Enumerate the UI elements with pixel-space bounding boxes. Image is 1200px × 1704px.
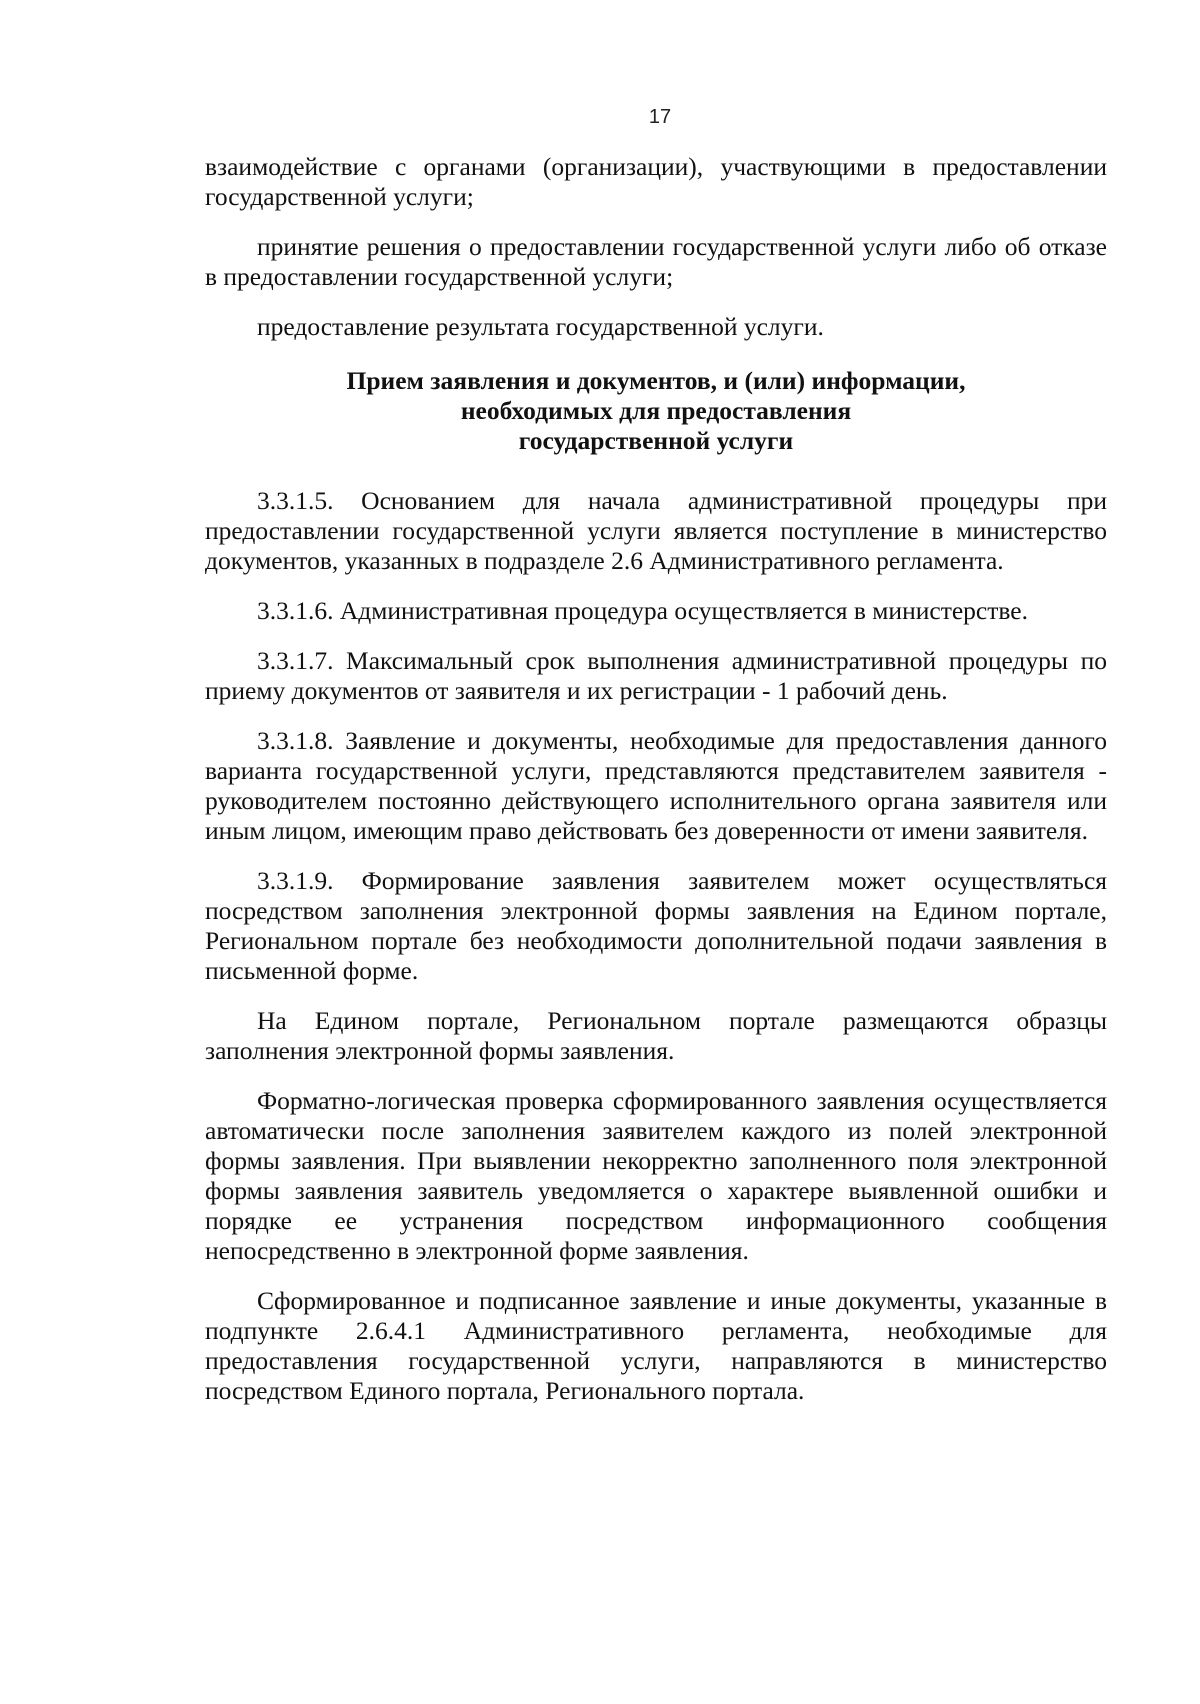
section-heading: [205, 366, 1107, 456]
paragraph-submission: Сформированное и подписанное заявление и иные документы, указанные в подпункте 2.6.4.1 Административного регламента, необходимые для предоставления государственной услуги, направляются в министерство посредством Единого портала, Регионального портала.: [205, 1286, 1107, 1405]
paragraph-3-3-1-8: 3.3.1.8. Заявление и документы, необходимые для предоставления данного варианта государственной услуги, представляются представителем заявителя - руководителем постоянно действующего исполнительного органа заявителя или иным лицом, имеющим право действовать без доверенности от имени заявителя.: [205, 726, 1107, 845]
paragraph-3-3-1-7: 3.3.1.7. Максимальный срок выполнения административной процедуры по приему документов от заявителя и их регистрации - 1 рабочий день.: [205, 646, 1107, 705]
section-heading-line-3: государственной услуги: [518, 426, 794, 455]
paragraph-3-3-1-9: 3.3.1.9. Формирование заявления заявителем может осуществляться посредством заполнения электронной формы заявления на Едином портале, Региональном портале без необходимости дополнительной подачи заявления в письменной форме.: [205, 866, 1107, 985]
section-heading-line-2: необходимых для предоставления: [460, 396, 852, 425]
page-number: 17: [648, 106, 672, 128]
section-heading-line-1: Прием заявления и документов, и (или) информации,: [346, 366, 966, 395]
paragraph-3-3-1-6: 3.3.1.6. Административная процедура осуществляется в министерстве.: [257, 596, 1028, 625]
paragraph-format-check: Форматно-логическая проверка сформированного заявления осуществляется автоматически после заполнения заявителем каждого из полей электронной формы заявления. При выявлении некорректно заполненного поля электронной формы заявления заявитель уведомляется о характере выявленной ошибки и порядке ее устранения посредством информационного сообщения непосредственно в электронной форме заявления.: [205, 1086, 1107, 1265]
paragraph-interaction: взаимодействие с органами (организации), участвующими в предоставлении государственной услуги;: [205, 152, 1107, 211]
paragraph-decision: принятие решения о предоставлении государственной услуги либо об отказе в предоставлении государственной услуги;: [205, 232, 1107, 291]
paragraph-3-3-1-5: 3.3.1.5. Основанием для начала административной процедуры при предоставлении государственной услуги является поступление в министерство документов, указанных в подразделе 2.6 Административного регламента.: [205, 486, 1107, 575]
paragraph-portal-samples: На Едином портале, Региональном портале размещаются образцы заполнения электронной формы заявления.: [205, 1006, 1107, 1065]
document-body: [205, 152, 1107, 1426]
paragraph-result: предоставление результата государственной услуги.: [257, 312, 824, 341]
